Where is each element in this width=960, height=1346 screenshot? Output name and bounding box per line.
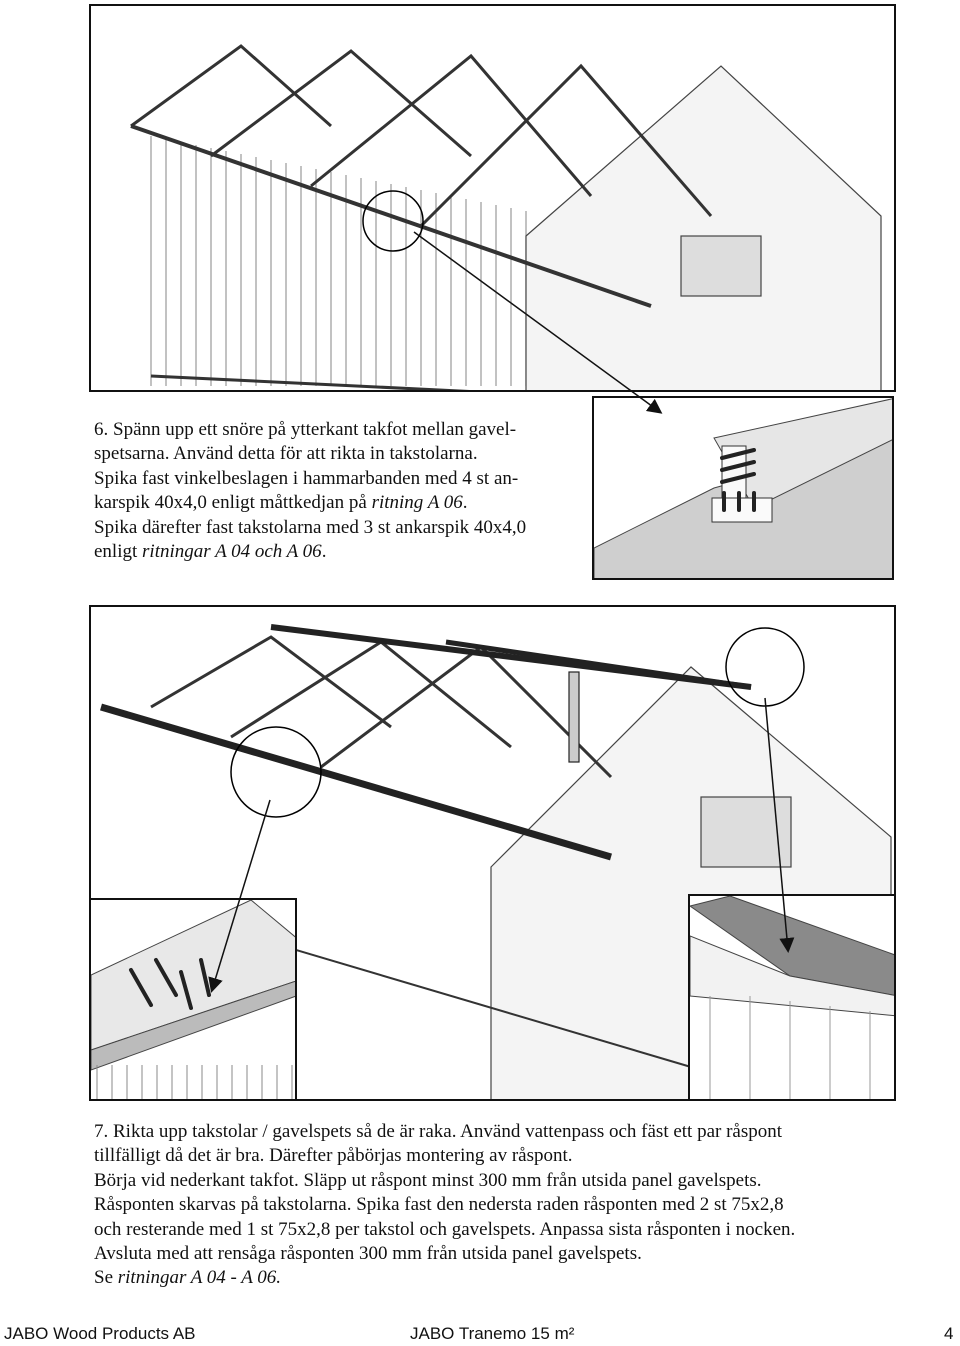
step6-line6	[94, 540, 594, 564]
step7-line3: Börja vid nederkant takfot. Släpp ut råspont minst 300 mm från utsida panel gavelspets.	[94, 1169, 762, 1191]
step6-line4-text: karspik 40x4,0 enligt måttkedjan på	[94, 492, 372, 514]
drawing-reference: ritningar A 04 och A 06	[142, 541, 322, 563]
bracket-detail-illustration	[592, 396, 894, 580]
gable-detail-illustration	[688, 894, 896, 1101]
step7-line1: 7. Rikta upp takstolar / gavelspets så de är raka. Använd vattenpass och fäst ett par råspont	[94, 1121, 783, 1142]
step6-line1: 6. Spänn upp ett snöre på ytterkant takfot mellan gavel-	[94, 419, 517, 440]
drawing-reference: ritning A 06	[371, 492, 463, 514]
step7-line7	[94, 1266, 914, 1290]
footer-page-number: 4	[944, 1324, 954, 1343]
nail-detail-illustration	[89, 898, 297, 1101]
footer-company: JABO Wood Products AB	[4, 1324, 196, 1343]
drawing-reference: ritningar A 04 - A 06.	[117, 1267, 282, 1289]
step7-line7-text: Se	[94, 1267, 118, 1289]
gable-drawing	[690, 896, 896, 1101]
detail-circle	[363, 191, 423, 251]
step6-line4-end: .	[462, 492, 468, 514]
bracket-drawing	[594, 398, 894, 580]
detail-circle-right	[726, 628, 804, 706]
truss-drawing	[91, 6, 896, 392]
step7-line6: Avsluta med att rensåga råsponten 300 mm från utsida panel gavelspets.	[94, 1243, 642, 1265]
step6-line4	[94, 491, 594, 515]
step7-instructions	[94, 1120, 914, 1291]
step6-line3: Spika fast vinkelbeslagen i hammarbanden med 4 st an-	[94, 467, 519, 489]
step7-line2: tillfälligt då det är bra. Därefter påbörjas montering av råspont.	[94, 1145, 573, 1167]
step6-line5: Spika därefter fast takstolarna med 3 st ankarspik 40x4,0	[94, 516, 527, 538]
nail-drawing	[91, 900, 297, 1101]
top-illustration	[89, 4, 896, 392]
step6-line6-end: .	[321, 541, 327, 563]
step6-line2: spetsarna. Använd detta för att rikta in takstolarna.	[94, 443, 478, 465]
step7-line4: Råsponten skarvas på takstolarna. Spika fast den nedersta raden råsponten med 2 st 75x2,8	[94, 1194, 784, 1216]
step6-line6-text: enligt	[94, 541, 143, 563]
step7-line5: och resterande med 1 st 75x2,8 per takstol och gavelspets. Anpassa sista råsponten i nocken.	[94, 1218, 796, 1240]
footer-product: JABO Tranemo 15 m²	[410, 1324, 575, 1343]
step6-instructions	[94, 418, 594, 564]
detail-circle-left	[231, 727, 321, 817]
